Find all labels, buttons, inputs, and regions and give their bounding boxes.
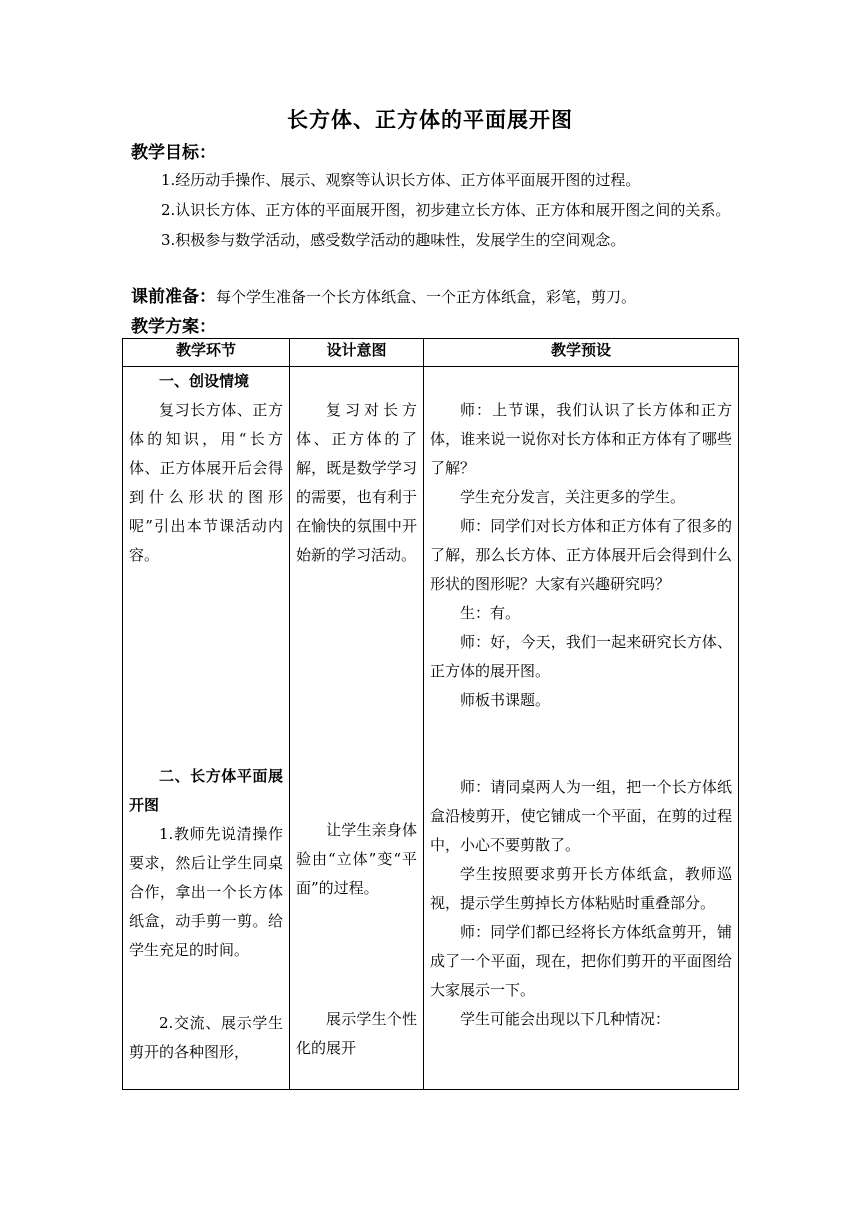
teaching-plan-table <box>122 338 739 1090</box>
plan-paragraph: 师板书课题。 <box>460 691 551 709</box>
section-1-stage-text: 复习长方体、正方体的知识，用“长方体、正方体展开后会得到什么形状的图形呢”引出本节课活动内容。 <box>129 401 283 564</box>
section-2-intent-2: 展示学生个性化的展开 <box>296 1010 417 1057</box>
plan-paragraph: 学生按照要求剪开长方体纸盒，教师巡视，提示学生剪掉长方体粘贴时重叠部分。 <box>430 865 732 912</box>
table-header-row <box>123 339 739 367</box>
plan-paragraph: 生：有。 <box>460 604 521 622</box>
objective-item: 2.认识长方体、正方体的平面展开图，初步建立长方体、正方体和展开图之间的关系。 <box>161 201 731 219</box>
intent-column <box>296 367 417 1063</box>
objective-item: 1.经历动手操作、展示、观察等认识长方体、正方体平面展开图的过程。 <box>161 171 641 189</box>
objectives-heading: 教学目标： <box>131 143 216 163</box>
objective-item: 3.积极参与数学活动，感受数学活动的趣味性，发展学生的空间观念。 <box>161 231 626 249</box>
plan-paragraph: 学生可能会出现以下几种情况： <box>460 1010 671 1028</box>
plan-paragraph: 师：上节课，我们认识了长方体和正方体，谁来说一说你对长方体和正方体有了哪些了解？ <box>430 401 732 477</box>
objectives-list <box>131 165 736 255</box>
plan-paragraph: 学生充分发言，关注更多的学生。 <box>460 488 686 506</box>
header-intent: 设计意图 <box>290 339 424 367</box>
table-body-row <box>123 367 739 1090</box>
preparation-text: 每个学生准备一个长方体纸盒、一个正方体纸盒，彩笔，剪刀。 <box>216 288 637 306</box>
plan-heading: 教学方案： <box>131 317 216 337</box>
section-2-stage-item-1: 1.教师先说清操作要求，然后让学生同桌合作，拿出一个长方体纸盒，动手剪一剪。给学生充足的时间。 <box>129 825 283 959</box>
plan-column <box>430 367 732 1034</box>
preparation <box>131 282 636 307</box>
header-plan: 教学预设 <box>424 339 739 367</box>
section-2-intent-1: 让学生亲身体验由“立体”变“平面”的过程。 <box>296 821 417 897</box>
section-2-stage-item-2: 2.交流、展示学生剪开的各种图形， <box>129 1014 283 1061</box>
section-1-title: 一、创设情境 <box>159 372 250 390</box>
plan-paragraph: 师：同学们对长方体和正方体有了很多的了解，那么长方体、正方体展开后会得到什么形状的图形呢？大家有兴趣研究吗？ <box>430 517 732 593</box>
plan-paragraph: 师：好，今天，我们一起来研究长方体、正方体的展开图。 <box>430 633 732 680</box>
preparation-label: 课前准备： <box>131 287 216 307</box>
section-2-title: 二、长方体平面展开图 <box>129 767 283 814</box>
plan-paragraph: 师：同学们都已经将长方体纸盒剪开，铺成了一个平面，现在，把你们剪开的平面图给大家展示一下。 <box>430 923 732 999</box>
plan-paragraph: 师：请同桌两人为一组，把一个长方体纸盒沿棱剪开，使它铺成一个平面，在剪的过程中，小心不要剪散了。 <box>430 778 732 854</box>
header-stage: 教学环节 <box>123 339 290 367</box>
page-title: 长方体、正方体的平面展开图 <box>287 107 573 132</box>
stage-column <box>129 367 283 1067</box>
section-1-intent: 复习对长方体、正方体的了解，既是数学学习的需要，也有利于在愉快的氛围中开始新的学习活动。 <box>296 401 417 564</box>
